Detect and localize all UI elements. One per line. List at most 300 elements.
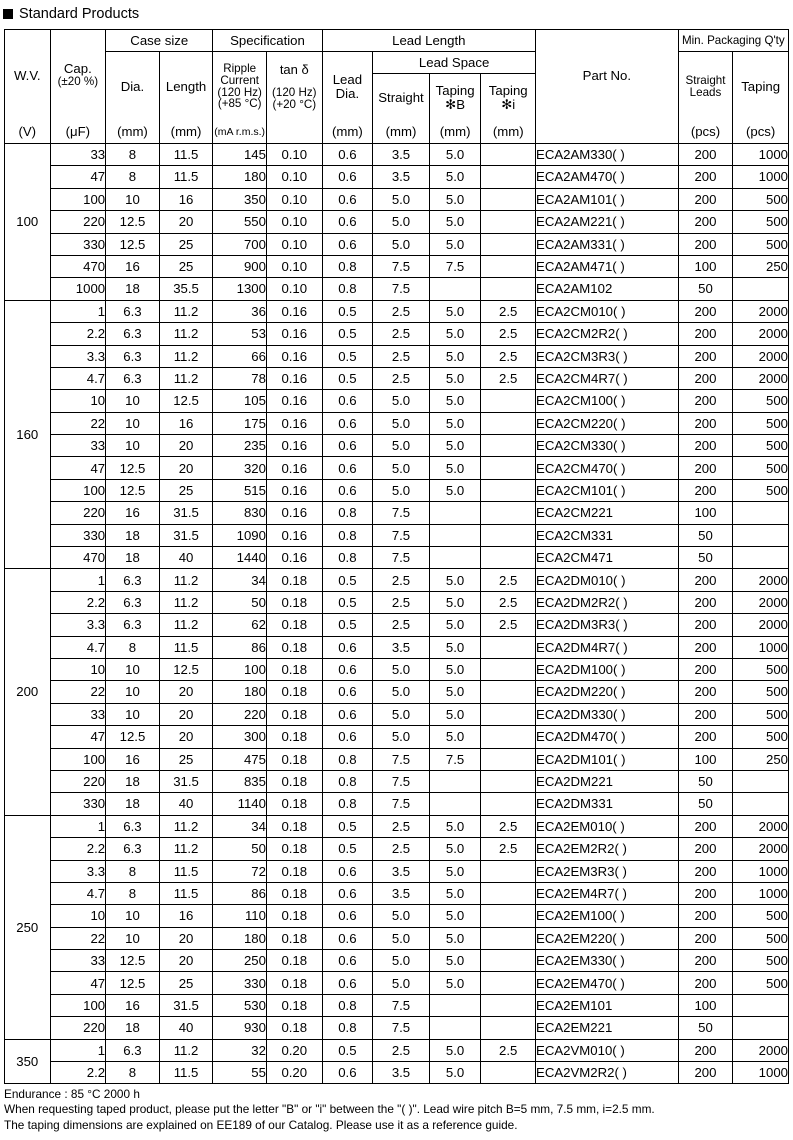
cell-length: 12.5 — [159, 390, 213, 412]
cell-straight: 7.5 — [373, 770, 430, 792]
cell-straight: 2.5 — [373, 815, 430, 837]
table-row — [5, 412, 789, 434]
cell-straight: 5.0 — [373, 457, 430, 479]
header-ripple-current: Ripple Current (120 Hz) (+85 °C) — [213, 52, 267, 122]
cell-cap: 220 — [50, 502, 106, 524]
cell-taping-i — [481, 882, 536, 904]
cell-pcs-taping: 500 — [733, 927, 789, 949]
cell-taping-i — [481, 211, 536, 233]
cell-part-no: ECA2CM221 — [536, 502, 679, 524]
note-taping-letter: When requesting taped product, please put the letter "B" or "i" between the "( )". Lead wire pitch B=5 mm, 7.5 mm, i=2.5 mm. — [4, 1102, 655, 1117]
cell-part-no: ECA2EM4R7( ) — [536, 882, 679, 904]
cell-pcs-taping: 2000 — [733, 815, 789, 837]
cell-pcs-taping: 2000 — [733, 838, 789, 860]
cell-taping-b: 5.0 — [429, 614, 481, 636]
cell-length: 40 — [159, 793, 213, 815]
cell-dia: 16 — [106, 994, 160, 1016]
section-title — [3, 3, 139, 25]
cell-part-no: ECA2DM330( ) — [536, 703, 679, 725]
cell-part-no: ECA2CM220( ) — [536, 412, 679, 434]
cell-pcs-taping: 2000 — [733, 323, 789, 345]
footnotes — [4, 1087, 655, 1133]
header-min-packaging: Min. Packaging Q'ty — [678, 30, 788, 52]
cell-taping-b: 5.0 — [429, 726, 481, 748]
cell-lead-dia: 0.8 — [322, 255, 373, 277]
cell-lead-dia: 0.6 — [322, 882, 373, 904]
cell-part-no: ECA2EM330( ) — [536, 950, 679, 972]
table-row — [5, 658, 789, 680]
standard-products-table — [4, 29, 789, 1084]
cell-cap: 33 — [50, 950, 106, 972]
table-row — [5, 681, 789, 703]
cell-part-no: ECA2AM102 — [536, 278, 679, 300]
cell-tan: 0.16 — [266, 323, 322, 345]
cell-part-no: ECA2CM100( ) — [536, 390, 679, 412]
cell-pcs-straight: 200 — [678, 614, 733, 636]
cell-taping-b: 5.0 — [429, 569, 481, 591]
cell-tan: 0.20 — [266, 1039, 322, 1061]
cell-taping-i — [481, 166, 536, 188]
header-tan-delta: tan δ (120 Hz) (+20 °C) — [266, 52, 322, 122]
table-row — [5, 614, 789, 636]
cell-lead-dia: 0.6 — [322, 435, 373, 457]
cell-pcs-straight: 100 — [678, 994, 733, 1016]
cell-part-no: ECA2CM471 — [536, 547, 679, 569]
cell-ripple: 66 — [213, 345, 267, 367]
cell-straight: 5.0 — [373, 927, 430, 949]
cell-ripple: 180 — [213, 681, 267, 703]
cell-ripple: 34 — [213, 569, 267, 591]
cell-part-no: ECA2DM4R7( ) — [536, 636, 679, 658]
cell-taping-i — [481, 255, 536, 277]
cell-taping-i — [481, 524, 536, 546]
cell-straight: 3.5 — [373, 882, 430, 904]
cell-straight: 3.5 — [373, 860, 430, 882]
cell-dia: 6.3 — [106, 323, 160, 345]
cell-ripple: 220 — [213, 703, 267, 725]
cell-taping-i — [481, 748, 536, 770]
cell-ripple: 34 — [213, 815, 267, 837]
cell-taping-i — [481, 927, 536, 949]
cell-part-no: ECA2DM470( ) — [536, 726, 679, 748]
cell-wv: 350 — [5, 1039, 51, 1084]
cell-tan: 0.16 — [266, 367, 322, 389]
cell-dia: 10 — [106, 390, 160, 412]
cell-part-no: ECA2DM220( ) — [536, 681, 679, 703]
cell-lead-dia: 0.5 — [322, 815, 373, 837]
table-row — [5, 927, 789, 949]
cell-cap: 2.2 — [50, 591, 106, 613]
table-row — [5, 166, 789, 188]
cell-taping-b: 5.0 — [429, 233, 481, 255]
cell-taping-i — [481, 972, 536, 994]
cell-taping-b: 5.0 — [429, 591, 481, 613]
cell-dia: 16 — [106, 502, 160, 524]
cell-pcs-straight: 50 — [678, 1017, 733, 1039]
cell-cap: 47 — [50, 726, 106, 748]
cell-taping-b — [429, 524, 481, 546]
cell-dia: 6.3 — [106, 1039, 160, 1061]
cell-pcs-taping: 1000 — [733, 1062, 789, 1084]
cell-tan: 0.18 — [266, 1017, 322, 1039]
cell-pcs-taping: 2000 — [733, 367, 789, 389]
table-row — [5, 905, 789, 927]
cell-taping-b: 5.0 — [429, 860, 481, 882]
cell-ripple: 300 — [213, 726, 267, 748]
cell-taping-i — [481, 860, 536, 882]
cell-pcs-taping: 500 — [733, 211, 789, 233]
cell-dia: 12.5 — [106, 211, 160, 233]
cell-wv: 100 — [5, 144, 51, 301]
cell-part-no: ECA2EM470( ) — [536, 972, 679, 994]
cell-dia: 10 — [106, 658, 160, 680]
cell-dia: 12.5 — [106, 950, 160, 972]
cell-pcs-taping — [733, 994, 789, 1016]
cell-taping-i — [481, 457, 536, 479]
cell-ripple: 100 — [213, 658, 267, 680]
cell-pcs-straight: 200 — [678, 636, 733, 658]
cell-pcs-straight: 50 — [678, 278, 733, 300]
cell-tan: 0.16 — [266, 412, 322, 434]
cell-straight: 5.0 — [373, 950, 430, 972]
cell-part-no: ECA2CM4R7( ) — [536, 367, 679, 389]
cell-pcs-straight: 50 — [678, 547, 733, 569]
cell-ripple: 700 — [213, 233, 267, 255]
cell-taping-b: 5.0 — [429, 950, 481, 972]
cell-straight: 3.5 — [373, 1062, 430, 1084]
cell-lead-dia: 0.8 — [322, 994, 373, 1016]
cell-pcs-straight: 200 — [678, 1062, 733, 1084]
cell-lead-dia: 0.8 — [322, 770, 373, 792]
cell-taping-i — [481, 994, 536, 1016]
cell-pcs-straight: 50 — [678, 770, 733, 792]
header-length: Length — [159, 52, 213, 122]
cell-cap: 22 — [50, 927, 106, 949]
cell-part-no: ECA2EM2R2( ) — [536, 838, 679, 860]
cell-length: 11.2 — [159, 614, 213, 636]
table-row — [5, 524, 789, 546]
table-row — [5, 770, 789, 792]
cell-tan: 0.10 — [266, 144, 322, 166]
cell-pcs-straight: 200 — [678, 927, 733, 949]
cell-pcs-straight: 50 — [678, 793, 733, 815]
cell-length: 40 — [159, 547, 213, 569]
table-row — [5, 860, 789, 882]
cell-length: 11.2 — [159, 1039, 213, 1061]
table-row — [5, 323, 789, 345]
table-row — [5, 435, 789, 457]
cell-taping-b — [429, 770, 481, 792]
cell-pcs-straight: 200 — [678, 166, 733, 188]
cell-taping-i — [481, 412, 536, 434]
cell-dia: 10 — [106, 703, 160, 725]
unit-length: (mm) — [159, 121, 213, 144]
cell-pcs-straight: 200 — [678, 188, 733, 210]
cell-pcs-straight: 200 — [678, 703, 733, 725]
cell-part-no: ECA2AM331( ) — [536, 233, 679, 255]
cell-dia: 6.3 — [106, 569, 160, 591]
cell-straight: 3.5 — [373, 636, 430, 658]
cell-taping-i — [481, 658, 536, 680]
cell-cap: 4.7 — [50, 882, 106, 904]
cell-straight: 7.5 — [373, 255, 430, 277]
cell-length: 20 — [159, 211, 213, 233]
cell-lead-dia: 0.6 — [322, 905, 373, 927]
cell-taping-b: 5.0 — [429, 188, 481, 210]
cell-pcs-straight: 200 — [678, 390, 733, 412]
cell-part-no: ECA2DM221 — [536, 770, 679, 792]
cell-pcs-straight: 200 — [678, 726, 733, 748]
cell-pcs-straight: 200 — [678, 412, 733, 434]
cell-pcs-taping: 500 — [733, 457, 789, 479]
cell-tan: 0.18 — [266, 838, 322, 860]
cell-pcs-taping: 250 — [733, 748, 789, 770]
cell-pcs-taping: 2000 — [733, 300, 789, 322]
cell-tan: 0.18 — [266, 860, 322, 882]
table-row — [5, 211, 789, 233]
cell-length: 11.2 — [159, 300, 213, 322]
cell-length: 11.5 — [159, 636, 213, 658]
cell-length: 25 — [159, 748, 213, 770]
cell-taping-b: 5.0 — [429, 300, 481, 322]
cell-ripple: 78 — [213, 367, 267, 389]
cell-ripple: 175 — [213, 412, 267, 434]
cell-straight: 2.5 — [373, 614, 430, 636]
cell-cap: 100 — [50, 994, 106, 1016]
cell-dia: 12.5 — [106, 233, 160, 255]
cell-tan: 0.16 — [266, 524, 322, 546]
cell-dia: 6.3 — [106, 367, 160, 389]
cell-pcs-taping: 500 — [733, 479, 789, 501]
cell-taping-b: 5.0 — [429, 658, 481, 680]
cell-dia: 6.3 — [106, 614, 160, 636]
cell-taping-b: 5.0 — [429, 144, 481, 166]
cell-taping-i: 2.5 — [481, 591, 536, 613]
cell-dia: 10 — [106, 681, 160, 703]
cell-tan: 0.18 — [266, 770, 322, 792]
cell-length: 35.5 — [159, 278, 213, 300]
cell-length: 16 — [159, 412, 213, 434]
table-row — [5, 1017, 789, 1039]
cell-part-no: ECA2AM330( ) — [536, 144, 679, 166]
cell-ripple: 1440 — [213, 547, 267, 569]
header-straight-leads: Straight Leads — [678, 52, 733, 122]
cell-straight: 5.0 — [373, 703, 430, 725]
cell-ripple: 475 — [213, 748, 267, 770]
table-row — [5, 793, 789, 815]
cell-length: 11.5 — [159, 882, 213, 904]
cell-cap: 4.7 — [50, 367, 106, 389]
cell-lead-dia: 0.6 — [322, 726, 373, 748]
cell-straight: 7.5 — [373, 502, 430, 524]
cell-taping-b: 5.0 — [429, 435, 481, 457]
table-row — [5, 815, 789, 837]
cell-taping-b: 5.0 — [429, 390, 481, 412]
cell-pcs-straight: 200 — [678, 950, 733, 972]
cell-length: 11.2 — [159, 345, 213, 367]
cell-lead-dia: 0.6 — [322, 188, 373, 210]
cell-taping-i — [481, 636, 536, 658]
cell-cap: 220 — [50, 1017, 106, 1039]
cell-cap: 330 — [50, 233, 106, 255]
cell-lead-dia: 0.5 — [322, 345, 373, 367]
cell-ripple: 250 — [213, 950, 267, 972]
cell-cap: 220 — [50, 770, 106, 792]
cell-taping-b — [429, 278, 481, 300]
cell-taping-b — [429, 1017, 481, 1039]
cell-cap: 33 — [50, 435, 106, 457]
cell-ripple: 350 — [213, 188, 267, 210]
cell-dia: 8 — [106, 144, 160, 166]
cell-part-no: ECA2DM101( ) — [536, 748, 679, 770]
cell-tan: 0.16 — [266, 300, 322, 322]
cell-part-no: ECA2CM331 — [536, 524, 679, 546]
cell-cap: 330 — [50, 793, 106, 815]
cell-pcs-straight: 200 — [678, 815, 733, 837]
header-specification: Specification — [213, 30, 322, 52]
cell-lead-dia: 0.5 — [322, 591, 373, 613]
cell-cap: 10 — [50, 658, 106, 680]
cell-length: 20 — [159, 457, 213, 479]
cell-part-no: ECA2AM471( ) — [536, 255, 679, 277]
cell-pcs-taping: 500 — [733, 703, 789, 725]
cell-length: 40 — [159, 1017, 213, 1039]
cell-straight: 5.0 — [373, 233, 430, 255]
cell-taping-i: 2.5 — [481, 569, 536, 591]
cell-part-no: ECA2AM470( ) — [536, 166, 679, 188]
cell-cap: 1000 — [50, 278, 106, 300]
cell-taping-i: 2.5 — [481, 345, 536, 367]
cell-taping-i: 2.5 — [481, 838, 536, 860]
cell-pcs-taping: 500 — [733, 390, 789, 412]
cell-length: 12.5 — [159, 658, 213, 680]
cell-taping-i: 2.5 — [481, 614, 536, 636]
cell-cap: 10 — [50, 390, 106, 412]
cell-tan: 0.20 — [266, 1062, 322, 1084]
cell-pcs-straight: 200 — [678, 323, 733, 345]
cell-dia: 18 — [106, 547, 160, 569]
cell-lead-dia: 0.6 — [322, 972, 373, 994]
cell-dia: 8 — [106, 882, 160, 904]
cell-dia: 6.3 — [106, 345, 160, 367]
cell-ripple: 145 — [213, 144, 267, 166]
cell-part-no: ECA2DM100( ) — [536, 658, 679, 680]
cell-lead-dia: 0.6 — [322, 211, 373, 233]
cell-tan: 0.18 — [266, 703, 322, 725]
cell-pcs-taping: 500 — [733, 412, 789, 434]
cell-taping-i — [481, 502, 536, 524]
cell-tan: 0.18 — [266, 950, 322, 972]
cell-tan: 0.18 — [266, 658, 322, 680]
cell-dia: 8 — [106, 166, 160, 188]
cell-straight: 3.5 — [373, 144, 430, 166]
cell-taping-b: 5.0 — [429, 323, 481, 345]
cell-lead-dia: 0.6 — [322, 479, 373, 501]
cell-length: 20 — [159, 927, 213, 949]
header-straight: Straight — [373, 74, 430, 122]
cell-pcs-taping: 500 — [733, 435, 789, 457]
cell-straight: 7.5 — [373, 1017, 430, 1039]
cell-straight: 5.0 — [373, 972, 430, 994]
table-row — [5, 188, 789, 210]
cell-length: 11.2 — [159, 591, 213, 613]
table-row — [5, 479, 789, 501]
cell-pcs-taping — [733, 502, 789, 524]
cell-ripple: 72 — [213, 860, 267, 882]
cell-part-no: ECA2EM221 — [536, 1017, 679, 1039]
unit-wv: (V) — [5, 121, 51, 144]
cell-dia: 12.5 — [106, 972, 160, 994]
cell-lead-dia: 0.8 — [322, 524, 373, 546]
cell-tan: 0.18 — [266, 681, 322, 703]
cell-tan: 0.18 — [266, 748, 322, 770]
cell-tan: 0.10 — [266, 188, 322, 210]
cell-lead-dia: 0.6 — [322, 166, 373, 188]
cell-part-no: ECA2EM3R3( ) — [536, 860, 679, 882]
cell-pcs-taping: 2000 — [733, 591, 789, 613]
cell-length: 11.5 — [159, 860, 213, 882]
unit-dia: (mm) — [106, 121, 160, 144]
cell-length: 11.2 — [159, 569, 213, 591]
cell-dia: 8 — [106, 860, 160, 882]
cell-pcs-taping — [733, 524, 789, 546]
cell-lead-dia: 0.6 — [322, 860, 373, 882]
cell-pcs-taping: 2000 — [733, 569, 789, 591]
header-taping-b: Taping ✻B — [429, 74, 481, 122]
cell-pcs-taping — [733, 278, 789, 300]
cell-ripple: 830 — [213, 502, 267, 524]
cell-cap: 4.7 — [50, 636, 106, 658]
cell-part-no: ECA2AM221( ) — [536, 211, 679, 233]
cell-dia: 18 — [106, 770, 160, 792]
cell-ripple: 320 — [213, 457, 267, 479]
cell-ripple: 50 — [213, 591, 267, 613]
cell-length: 11.2 — [159, 367, 213, 389]
cell-lead-dia: 0.6 — [322, 636, 373, 658]
cell-taping-i — [481, 1017, 536, 1039]
cell-pcs-straight: 200 — [678, 233, 733, 255]
cell-straight: 5.0 — [373, 726, 430, 748]
cell-taping-i: 2.5 — [481, 1039, 536, 1061]
cell-straight: 7.5 — [373, 524, 430, 546]
cell-lead-dia: 0.6 — [322, 233, 373, 255]
unit-pcs-straight: (pcs) — [678, 121, 733, 144]
cell-pcs-straight: 200 — [678, 300, 733, 322]
cell-lead-dia: 0.5 — [322, 367, 373, 389]
cell-tan: 0.10 — [266, 166, 322, 188]
table-row — [5, 457, 789, 479]
cell-straight: 7.5 — [373, 793, 430, 815]
cell-ripple: 62 — [213, 614, 267, 636]
cell-straight: 7.5 — [373, 994, 430, 1016]
cell-length: 31.5 — [159, 994, 213, 1016]
cell-taping-i — [481, 703, 536, 725]
cell-pcs-straight: 100 — [678, 255, 733, 277]
cell-straight: 2.5 — [373, 367, 430, 389]
cell-taping-b: 5.0 — [429, 211, 481, 233]
cell-taping-b: 5.0 — [429, 838, 481, 860]
cell-dia: 6.3 — [106, 838, 160, 860]
cell-pcs-taping: 1000 — [733, 882, 789, 904]
cell-tan: 0.18 — [266, 569, 322, 591]
cell-lead-dia: 0.5 — [322, 300, 373, 322]
cell-part-no: ECA2EM101 — [536, 994, 679, 1016]
cell-cap: 2.2 — [50, 323, 106, 345]
cell-taping-i — [481, 1062, 536, 1084]
cell-tan: 0.18 — [266, 591, 322, 613]
cell-pcs-taping: 1000 — [733, 144, 789, 166]
table-row — [5, 569, 789, 591]
